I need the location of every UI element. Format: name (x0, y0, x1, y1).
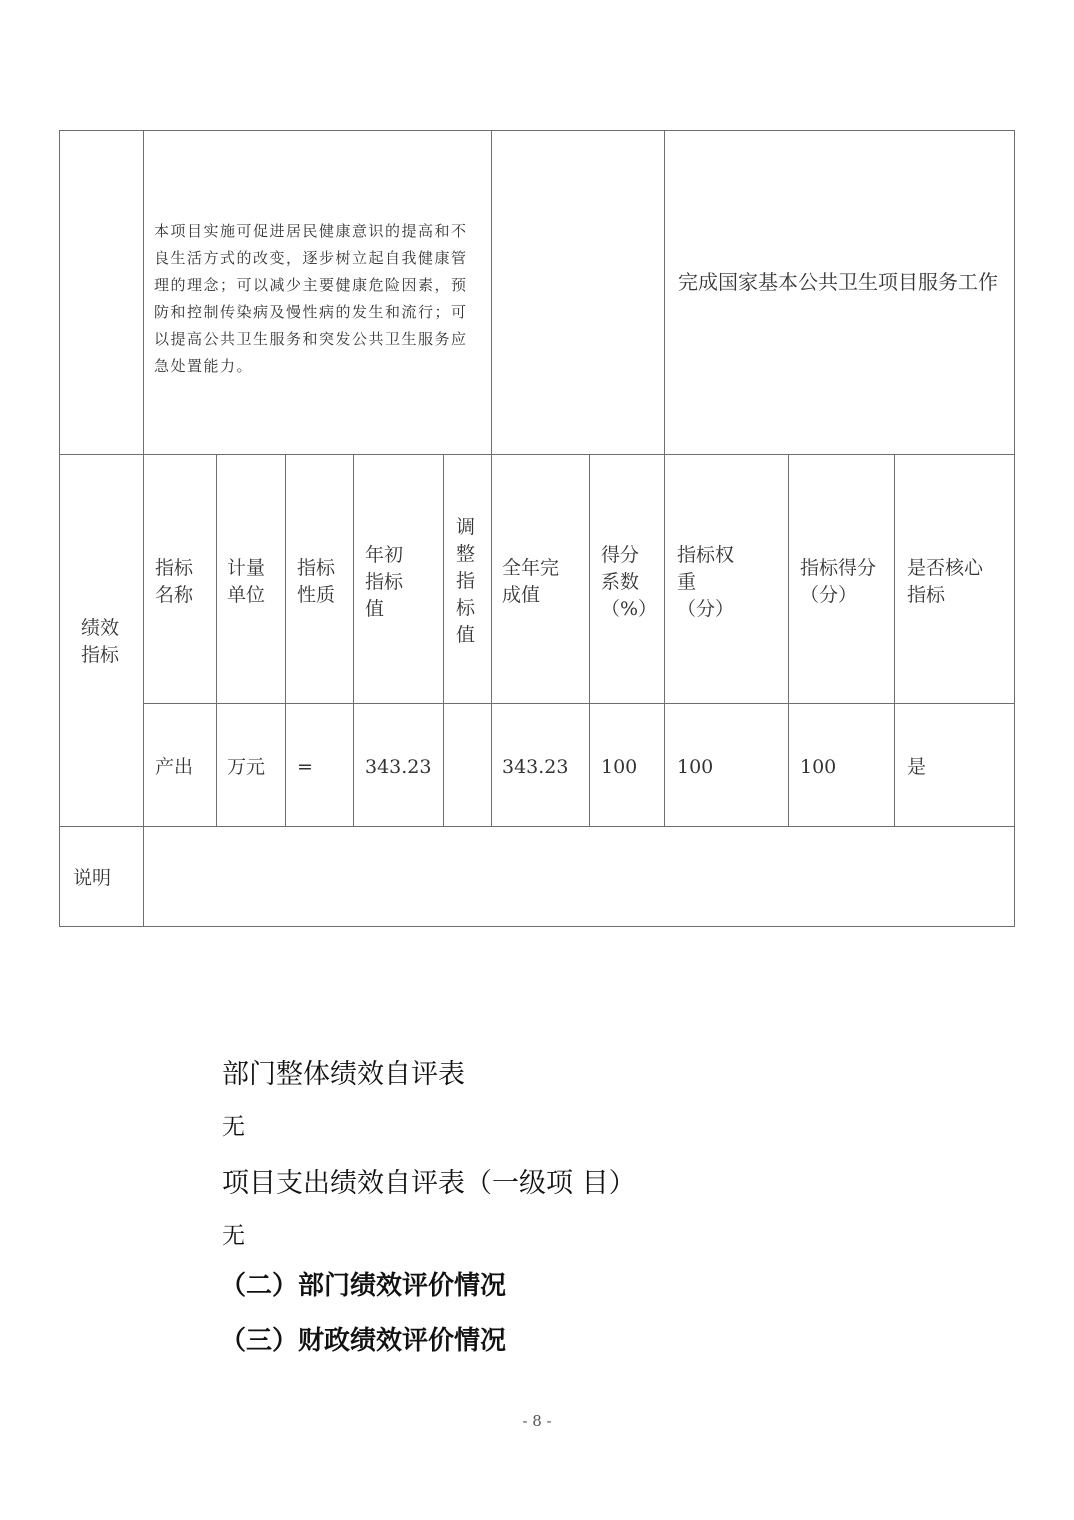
target-text: 完成国家基本公共卫生项目服务工作 (678, 270, 998, 294)
header-annual-completion: 全年完成值 (502, 557, 560, 606)
header-is-core: 是否核心指标 (907, 557, 984, 606)
cell-score-coefficient: 100 (601, 756, 638, 778)
dept-overall-title: 部门整体绩效自评表 (222, 1059, 465, 1090)
cell-nature: = (297, 756, 313, 778)
cell-indicator-name: 产出 (155, 756, 194, 778)
cell-unit: 万元 (227, 756, 266, 778)
header-unit: 计量单位 (227, 557, 266, 606)
cell-score: 100 (800, 756, 837, 778)
header-weight: 指标权重（分） (677, 544, 735, 620)
header-initial-target: 年初指标值 (365, 544, 404, 620)
cell-is-core: 是 (907, 756, 927, 778)
header-adjusted-target: 调整指标值 (456, 516, 476, 646)
page-number: - 8 - (522, 1412, 552, 1430)
row-label-performance: 绩效指标 (81, 617, 120, 666)
dept-overall-value: 无 (222, 1114, 245, 1140)
cell-annual-completion: 343.23 (502, 756, 569, 778)
cell-initial-target: 343.23 (365, 756, 432, 778)
header-nature: 指标性质 (297, 557, 336, 606)
project-expenditure-value: 无 (222, 1223, 245, 1249)
header-score-coefficient: 得分系数（%） (601, 544, 658, 620)
cell-weight: 100 (677, 756, 714, 778)
project-expenditure-title: 项目支出绩效自评表（一级项 目） (222, 1168, 636, 1199)
note-label: 说明 (73, 867, 112, 889)
header-score: 指标得分（分） (800, 557, 877, 606)
project-description: 本项目实施可促进居民健康意识的提高和不良生活方式的改变，逐步树立起自我健康管理的理念；可以减少主要健康危险因素，预防和控制传染病及慢性病的发生和流行；可以提高公共卫生服务和突发公共卫生服务应急处置能力。 (154, 222, 468, 375)
performance-table (59, 130, 1015, 927)
section-2-title: （二）部门绩效评价情况 (220, 1271, 507, 1301)
section-3-title: （三）财政绩效评价情况 (220, 1326, 507, 1356)
header-indicator-name: 指标名称 (155, 557, 194, 606)
